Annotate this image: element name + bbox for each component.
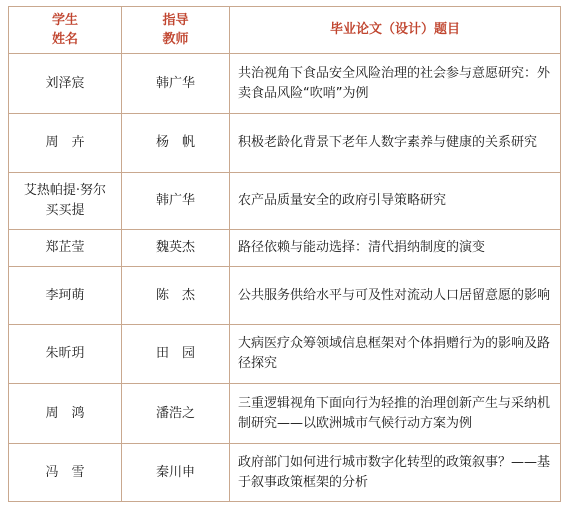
table-row xyxy=(9,54,561,114)
header-thesis-title: 毕业论文（设计）题目 xyxy=(230,7,561,54)
header-student-name xyxy=(9,7,122,54)
thesis-title: 三重逻辑视角下面向行为轻推的治理创新产生与采纳机制研究——以欧洲城市气候行动方案为例 xyxy=(230,384,561,444)
table-row xyxy=(9,325,561,384)
thesis-title: 公共服务供给水平与可及性对流动人口居留意愿的影响 xyxy=(230,267,561,325)
thesis-title: 共治视角下食品安全风险治理的社会参与意愿研究：外卖食品风险“吹哨”为例 xyxy=(230,54,561,114)
advisor-name: 杨 帆 xyxy=(122,114,230,173)
student-name xyxy=(9,173,122,230)
header-student-line1: 学生 xyxy=(51,13,78,28)
thesis-title: 农产品质量安全的政府引导策略研究 xyxy=(230,173,561,230)
header-advisor-line2: 教师 xyxy=(162,32,189,47)
student-name-line1: 艾热帕提·努尔 xyxy=(23,183,107,198)
advisor-name: 韩广华 xyxy=(122,173,230,230)
advisor-name: 陈 杰 xyxy=(122,267,230,325)
thesis-title: 大病医疗众筹领域信息框架对个体捐赠行为的影响及路径探究 xyxy=(230,325,561,384)
header-student-line2: 姓名 xyxy=(51,32,78,47)
thesis-table xyxy=(8,6,561,502)
advisor-name: 田 园 xyxy=(122,325,230,384)
advisor-name: 韩广华 xyxy=(122,54,230,114)
student-name: 刘泽宸 xyxy=(9,54,122,114)
table-row xyxy=(9,173,561,230)
header-advisor xyxy=(122,7,230,54)
thesis-title: 政府部门如何进行城市数字化转型的政策叙事？——基于叙事政策框架的分析 xyxy=(230,444,561,502)
table-row xyxy=(9,444,561,502)
table-row xyxy=(9,230,561,267)
advisor-name: 秦川申 xyxy=(122,444,230,502)
thesis-title: 路径依赖与能动选择：清代捐纳制度的演变 xyxy=(230,230,561,267)
student-name: 朱昕玥 xyxy=(9,325,122,384)
table-row xyxy=(9,114,561,173)
student-name-line2: 买买提 xyxy=(45,203,85,218)
student-name: 郑芷莹 xyxy=(9,230,122,267)
table-row xyxy=(9,267,561,325)
header-advisor-line1: 指导 xyxy=(162,13,189,28)
student-name: 周 卉 xyxy=(9,114,122,173)
advisor-name: 潘浩之 xyxy=(122,384,230,444)
thesis-table-container xyxy=(8,6,561,502)
student-name: 李珂萌 xyxy=(9,267,122,325)
student-name: 周 鸿 xyxy=(9,384,122,444)
table-row xyxy=(9,384,561,444)
table-header-row xyxy=(9,7,561,54)
thesis-title: 积极老龄化背景下老年人数字素养与健康的关系研究 xyxy=(230,114,561,173)
student-name: 冯 雪 xyxy=(9,444,122,502)
advisor-name: 魏英杰 xyxy=(122,230,230,267)
